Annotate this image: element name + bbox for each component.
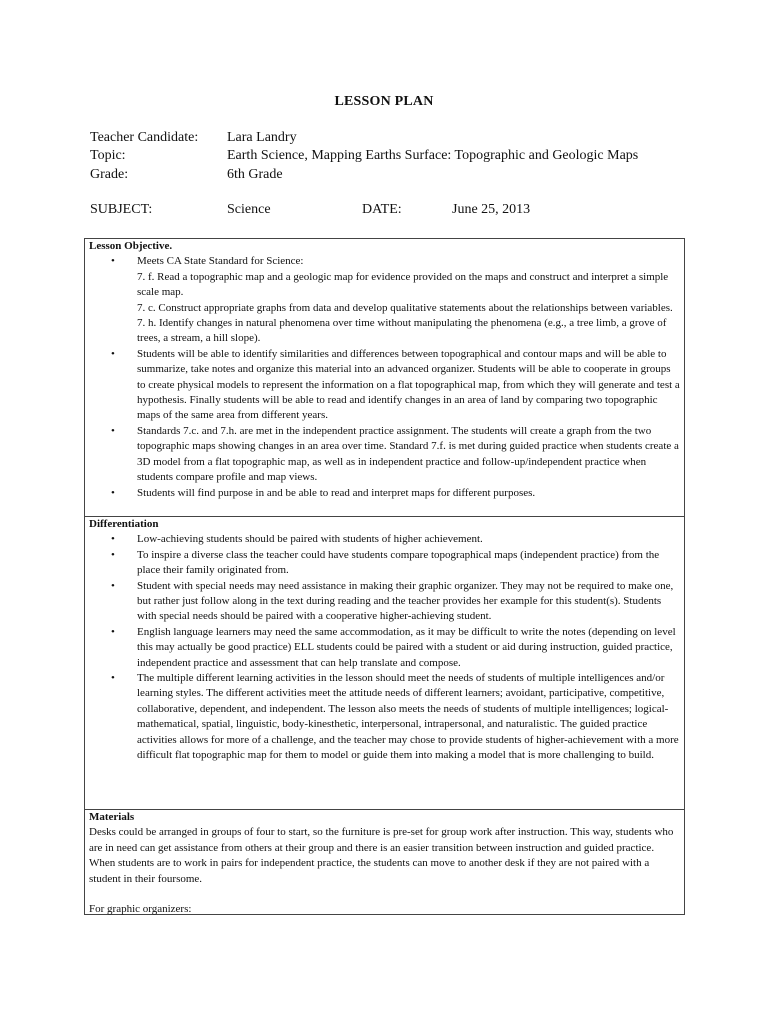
standard-7h: 7. h. Identify changes in natural phenomena over time without manipulating the phenomena (e.g., a tree limb, a grove of trees, a stream, a hill slope). <box>137 317 667 345</box>
objective-standard-intro: Meets CA State Standard for Science: <box>137 255 304 268</box>
lesson-objective-heading: Lesson Objective. <box>89 240 173 252</box>
date-label: DATE: <box>362 202 402 217</box>
list-item: • Student with special needs may need assistance in making their graphic organizer. They may not be required to make one, but rather just follow along in the text during reading and the teacher provides her example for this student(s). Students with special needs should be paired with a cooperative higher-achieving student. <box>137 579 680 625</box>
differentiation-list <box>89 532 680 763</box>
list-item: • Students will be able to identify similarities and differences between topographical and contour maps and will be able to summarize, take notes and organize this material into an advanced organizer. Students will be able to cooperate in groups to create physical models to represent the information on a flat topographical map, from which they will generate and test a hypothesis. Finally students will be able to read and identify changes in an area of land by comparing two topographic maps of the same area from different years. <box>137 347 680 424</box>
list-item: • The multiple different learning activities in the lesson should meet the needs of students of multiple intelligences and/or learning styles. The different activities meet the attitude needs of different learners; avoidant, participative, competitive, collaborative, dependent, and independent. The lesson also meets the needs of students of multiple intelligences; logical-mathematical, spatial, linguistic, body-kinesthetic, interpersonal, intrapersonal, and naturalistic. The guided practice activities allows for more of a challenge, and the teacher may chose to provide students of higher-achievement with a more difficult flat topographic map for them to model or guide them into making a model that is more challenging to build. <box>137 671 680 763</box>
subject-value: Science <box>227 202 271 217</box>
topic-value: Earth Science, Mapping Earths Surface: Topographic and Geologic Maps <box>227 148 639 163</box>
differentiation-heading: Differentiation <box>89 518 159 530</box>
list-item: • English language learners may need the same accommodation, as it may be difficult to write the notes (depending on level this may actually be good practice) ELL students could be paired with a student or aid during instruction, guided practice, independent practice and assessment that can help translate and compose. <box>137 625 680 671</box>
grade-label: Grade: <box>90 167 129 182</box>
list-item: • Students will find purpose in and be able to read and interpret maps for different purposes. <box>137 486 680 501</box>
document-title: LESSON PLAN <box>334 94 434 109</box>
materials-heading: Materials <box>89 811 135 823</box>
differentiation-section <box>84 516 685 810</box>
list-item <box>137 254 680 346</box>
materials-section <box>84 809 685 915</box>
list-item: • To inspire a diverse class the teacher could have students compare topographical maps (independent practice) from the place their family originated from. <box>137 548 680 579</box>
lesson-objective-section <box>84 238 685 517</box>
standard-7f: 7. f. Read a topographic map and a geologic map for evidence provided on the maps and construct and interpret a simple scale map. <box>137 270 669 299</box>
topic-label: Topic: <box>90 148 126 163</box>
grade-value: 6th Grade <box>227 167 283 182</box>
list-item: • Standards 7.c. and 7.h. are met in the independent practice assignment. The students will create a graph from the two topographic maps showing changes in an area over time. Standard 7.f. is met during guided practice when students create a 3D model from a flat topographic map, as well as in independent practice and follow-up/independent practice when students compare profile and map views. <box>137 424 680 486</box>
subject-label: SUBJECT: <box>90 202 153 217</box>
standard-7c: 7. c. Construct appropriate graphs from data and develop qualitative statements about the relationships between variables. <box>137 301 673 314</box>
objective-list <box>89 254 680 501</box>
teacher-value: Lara Landry <box>227 130 297 145</box>
materials-paragraph: Desks could be arranged in groups of four to start, so the furniture is pre-set for group work after instruction. This way, students who are in need can get assistance from others at their group and there is an easier transition between instruction and guided practice. When students are to work in pairs for independent practice, the students can move to another desk if they are not paired with a student in their foursome. <box>89 826 674 885</box>
graphic-organizers-text: For graphic organizers: <box>89 903 192 916</box>
date-value: June 25, 2013 <box>452 202 531 217</box>
list-item: • Low-achieving students should be paired with students of higher achievement. <box>137 532 680 547</box>
teacher-label: Teacher Candidate: <box>90 130 199 145</box>
